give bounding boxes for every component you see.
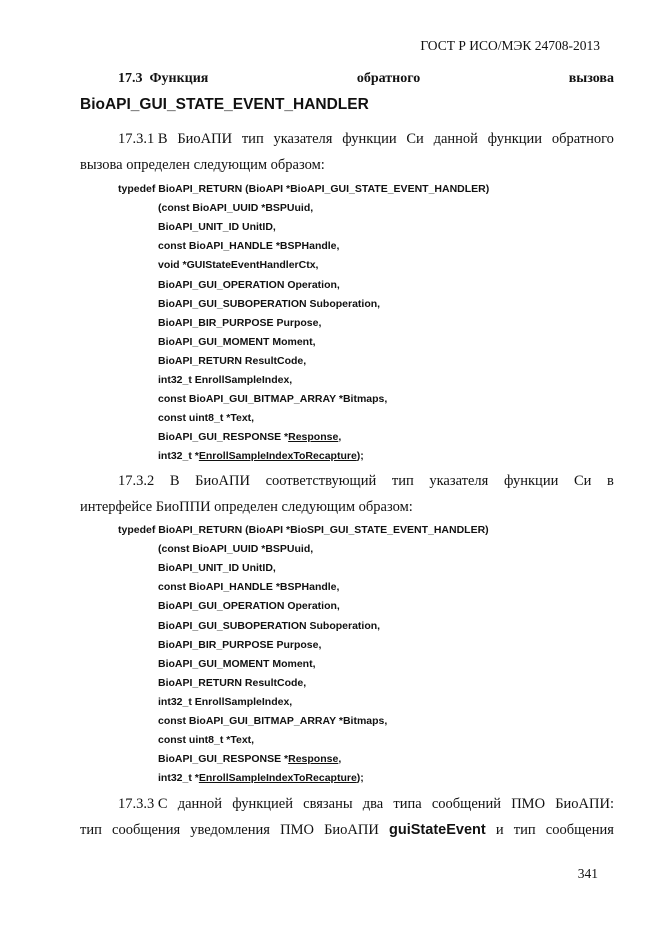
code-line: BioAPI_BIR_PURPOSE Purpose, (158, 638, 322, 651)
paragraph-word: два (362, 796, 384, 812)
code-line: BioAPI_GUI_SUBOPERATION Suboperation, (158, 297, 381, 310)
paragraph-word: и (495, 822, 504, 838)
document-header: ГОСТ Р ИСО/МЭК 24708-2013 (420, 38, 600, 53)
paragraph-word: уведомления (190, 822, 270, 838)
code-line: const BioAPI_HANDLE *BSPHandle, (158, 240, 340, 253)
section-function-name: BioAPI_GUI_STATE_EVENT_HANDLER (80, 96, 369, 113)
paragraph-word: БиоАПИ: (555, 796, 614, 812)
section-word: обратного (356, 71, 421, 86)
code-line: const BioAPI_GUI_BITMAP_ARRAY *Bitmaps, (158, 715, 388, 727)
section-number: 17.3 (118, 71, 143, 86)
code-line (158, 431, 341, 443)
code-line: typedef BioAPI_RETURN (BioAPI *BioSPI_GUI_STATE_EVENT_HANDLER) (118, 524, 489, 536)
paragraph-line: вызова определен следующим образом: (80, 157, 325, 173)
code-line: void *GUIStateEventHandlerCtx, (158, 259, 319, 272)
paragraph-word: БиоАПИ (324, 822, 379, 838)
code-line: BioAPI_RETURN ResultCode, (158, 354, 307, 367)
code-line: const BioAPI_HANDLE *BSPHandle, (158, 581, 340, 594)
code-fragment: , (338, 431, 342, 444)
code-line: typedef BioAPI_RETURN (BioAPI *BioAPI_GUI_STATE_EVENT_HANDLER) (118, 183, 490, 195)
code-line: BioAPI_UNIT_ID UnitID, (158, 221, 276, 234)
code-line (158, 753, 341, 765)
code-fragment: int32_t * (158, 450, 199, 463)
section-heading (118, 71, 614, 87)
paragraph-word: ПМО (511, 796, 546, 812)
code-line: int32_t EnrollSampleIndex, (158, 695, 293, 708)
code-fragment: int32_t * (158, 772, 199, 785)
paragraph-word: В (169, 473, 180, 489)
code-underlined-param: EnrollSampleIndexToRecapture (198, 772, 357, 785)
paragraph-17-3-2 (80, 468, 614, 520)
paragraph-word: 17.3.2 (118, 473, 155, 489)
paragraph-word: соответствующий (265, 473, 377, 489)
paragraph-word: ПМО (280, 822, 314, 838)
paragraph-17-3-1 (80, 126, 614, 178)
code-fragment: BioAPI_GUI_RESPONSE * (158, 753, 289, 766)
paragraph-word: тип (391, 473, 414, 489)
paragraph-word: тип (513, 822, 536, 838)
paragraph-line: интерфейсе БиоППИ определен следующим образом: (80, 499, 413, 515)
code-line: BioAPI_UNIT_ID UnitID, (158, 562, 276, 575)
paragraph-word: функции (487, 131, 543, 147)
code-line: BioAPI_RETURN ResultCode, (158, 676, 307, 689)
message-type-name: guiStateEvent (389, 822, 486, 838)
paragraph-word: указателя (429, 473, 489, 489)
paragraph-word: функцией (232, 796, 294, 812)
code-line: (const BioAPI_UUID *BSPUuid, (158, 543, 314, 556)
paragraph-line (80, 126, 614, 152)
page-number: 341 (577, 866, 598, 881)
paragraph-word: обратного (551, 131, 614, 147)
code-line: const uint8_t *Text, (158, 412, 255, 425)
code-line: BioAPI_GUI_MOMENT Moment, (158, 335, 316, 348)
paragraph-word: данной (177, 796, 223, 812)
paragraph-word: типа (393, 796, 422, 812)
paragraph-word: Си (573, 473, 592, 489)
code-fragment: BioAPI_GUI_RESPONSE * (158, 431, 289, 444)
paragraph-word: БиоАПИ (177, 131, 233, 147)
code-line: (const BioAPI_UUID *BSPUuid, (158, 202, 314, 215)
code-fragment: ); (356, 450, 364, 463)
code-line: BioAPI_GUI_MOMENT Moment, (158, 657, 316, 670)
code-line: BioAPI_GUI_OPERATION Operation, (158, 600, 340, 613)
paragraph-word: указателя (273, 131, 333, 147)
code-line: int32_t EnrollSampleIndex, (158, 374, 293, 386)
code-line (158, 450, 364, 462)
paragraph-word: функции (503, 473, 559, 489)
paragraph-word: функции (342, 131, 397, 147)
paragraph-word: тип (80, 822, 102, 838)
code-line: const BioAPI_GUI_BITMAP_ARRAY *Bitmaps, (158, 393, 388, 406)
section-word: Функция (149, 71, 209, 86)
paragraph-word: связаны (303, 796, 353, 812)
paragraph-word: тип (241, 131, 264, 147)
paragraph-word: сообщения (545, 822, 614, 838)
code-line: const uint8_t *Text, (158, 734, 255, 747)
paragraph-word: сообщений (431, 796, 502, 812)
code-line (158, 772, 364, 784)
section-heading-part (118, 71, 208, 87)
paragraph-word: Си (406, 131, 424, 147)
code-line: BioAPI_BIR_PURPOSE Purpose, (158, 316, 322, 329)
paragraph-word: 17.3.1 В (118, 131, 168, 147)
code-underlined-param: Response (288, 431, 339, 444)
code-line: BioAPI_GUI_SUBOPERATION Suboperation, (158, 619, 381, 632)
paragraph-line (80, 468, 614, 494)
paragraph-word: БиоАПИ (195, 473, 250, 489)
paragraph-word: сообщения (112, 822, 181, 838)
paragraph-line (80, 791, 614, 817)
code-fragment: ); (356, 772, 364, 785)
paragraph-word: данной (433, 131, 478, 147)
code-line: BioAPI_GUI_OPERATION Operation, (158, 278, 340, 291)
paragraph-word: 17.3.3 С (118, 796, 168, 812)
section-word: вызова (568, 71, 614, 86)
code-fragment: , (338, 753, 342, 766)
paragraph-word: в (607, 473, 614, 489)
paragraph-line (80, 817, 614, 843)
code-underlined-param: Response (288, 753, 339, 766)
paragraph-17-3-3 (80, 791, 614, 843)
code-underlined-param: EnrollSampleIndexToRecapture (198, 450, 357, 463)
